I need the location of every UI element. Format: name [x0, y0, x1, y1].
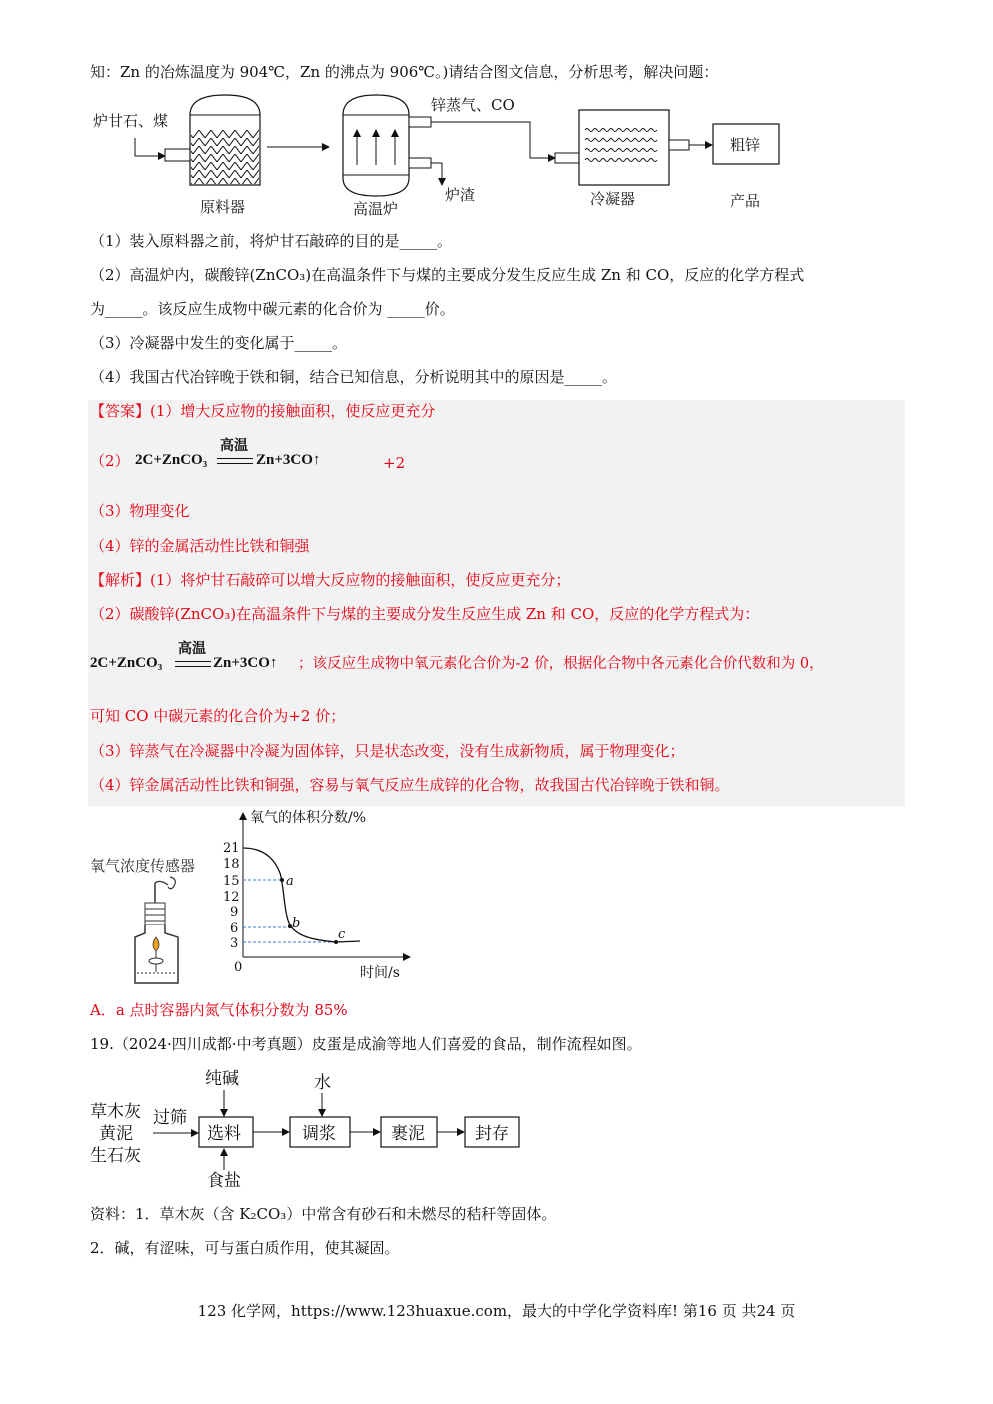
question-2b: 为_____。该反应生成物中碳元素的化合价为 _____价。	[90, 300, 455, 318]
sensor-label: 氧气浓度传感器	[90, 857, 196, 875]
raw-3: 生石灰	[90, 1146, 141, 1166]
point-a	[280, 878, 284, 882]
slag-arrow	[431, 163, 442, 185]
analysis-equation-left: 2C+ZnCO₃	[90, 655, 163, 671]
point-a-label: a	[286, 874, 294, 889]
ytick-21: 21	[223, 841, 240, 856]
answer-valence: +2	[383, 454, 406, 472]
answer-4: （4）锌的金属活动性比铁和铜强	[90, 537, 310, 555]
product-box-label: 粗锌	[730, 136, 761, 154]
high-temp-furnace	[343, 95, 431, 196]
answer-equation-condition: 高温	[220, 438, 248, 454]
century-egg-flow	[85, 1060, 535, 1195]
process-input-label: 炉甘石、煤	[93, 112, 169, 130]
graph-ylabel: 氧气的体积分数/%	[250, 810, 367, 826]
top-1: 纯碱	[205, 1069, 239, 1089]
analysis-equation-bar	[175, 661, 211, 667]
ytick-9: 9	[230, 905, 239, 920]
info-2: 2．碱，有涩味，可与蛋白质作用，使其凝固。	[90, 1239, 400, 1257]
analysis-equation-condition: 高温	[178, 641, 206, 657]
ytick-6: 6	[230, 921, 239, 936]
question-3: （3）冷凝器中发生的变化属于_____。	[90, 334, 348, 352]
answer-1: 【答案】(1）增大反应物的接触面积，使反应更充分	[90, 402, 436, 420]
answer-2-prefix: （2）	[90, 452, 130, 470]
step-3: 裹泥	[391, 1124, 425, 1144]
analysis-2: （2）碳酸锌(ZnCO₃)在高温条件下与煤的主要成分发生反应生成 Zn 和 CO，反应的化学方程式为：	[90, 605, 760, 623]
page-footer: 123 化学网，https://www.123huaxue.com，最大的中学化学资料库! 第16 页 共24 页	[197, 1302, 796, 1320]
vessel1-label: 原料器	[200, 198, 246, 216]
vessel2-label: 高温炉	[353, 200, 399, 218]
answer-equation-right: Zn+3CO↑	[256, 452, 321, 468]
ytick-3: 3	[230, 936, 239, 951]
point-b-label: b	[292, 916, 301, 931]
analysis-equation-right: Zn+3CO↑	[213, 655, 278, 671]
oxygen-graph	[220, 805, 420, 985]
sieve-label: 过筛	[153, 1108, 187, 1128]
question-2a: （2）高温炉内，碳酸锌(ZnCO₃)在高温条件下与煤的主要成分发生反应生成 Zn 和 CO，反应的化学方程式	[90, 266, 805, 284]
ytick-12: 12	[223, 890, 240, 905]
raw-1: 草木灰	[90, 1102, 141, 1122]
info-1: 资料：1．草木灰（含 K₂CO₃）中常含有砂石和未燃尽的秸秆等固体。	[90, 1205, 557, 1223]
question-4: （4）我国古代冶锌晚于铁和铜，结合已知信息，分析说明其中的原因是_____。	[90, 368, 618, 386]
answer-3: （3）物理变化	[90, 502, 190, 520]
input-arrow	[135, 138, 165, 156]
answer-equation-bar	[217, 458, 253, 464]
raw-material-vessel	[165, 95, 260, 185]
step-1: 选料	[207, 1124, 241, 1144]
sensor-bottle	[120, 875, 190, 985]
graph-origin: 0	[234, 960, 243, 975]
vapor-label: 锌蒸气、CO	[431, 96, 515, 114]
vessel3-label: 冷凝器	[590, 190, 636, 208]
slag-label: 炉渣	[445, 186, 476, 204]
bottom-1: 食盐	[207, 1171, 241, 1191]
analysis-2-tail: ；该反应生成物中氧元素化合价为-2 价，根据化合物中各元素化合价代数和为 0，	[298, 656, 824, 672]
point-c-label: c	[338, 927, 346, 942]
step-4: 封存	[475, 1124, 509, 1144]
zinc-process-diagram	[85, 90, 805, 230]
question-1: （1）装入原料器之前，将炉甘石敲碎的目的是_____。	[90, 232, 453, 250]
ytick-18: 18	[223, 857, 240, 872]
question-19: 19.（2024·四川成都·中考真题）皮蛋是成渝等地人们喜爱的食品，制作流程如图。	[90, 1035, 642, 1053]
intro-text: 知：Zn 的冶炼温度为 904℃，Zn 的沸点为 906℃。)请结合图文信息，分析思考，解决问题：	[90, 63, 719, 81]
top-2: 水	[314, 1073, 331, 1093]
analysis-1: 【解析】(1）将炉甘石敲碎可以增大反应物的接触面积，使反应更充分；	[90, 571, 571, 589]
option-a: A．a 点时容器内氮气体积分数为 85%	[90, 1001, 348, 1019]
analysis-2-end: 可知 CO 中碳元素的化合价为+2 价；	[90, 707, 346, 725]
condenser	[555, 110, 689, 185]
step-2: 调浆	[302, 1124, 336, 1144]
raw-2: 黄泥	[99, 1124, 133, 1144]
answer-equation-left: 2C+ZnCO₃	[135, 452, 208, 468]
ytick-15: 15	[223, 874, 240, 889]
analysis-4: （4）锌金属活动性比铁和铜强，容易与氧气反应生成锌的化合物，故我国古代冶锌晚于铁和铜。	[90, 776, 730, 794]
product-label: 产品	[730, 192, 761, 210]
analysis-3: （3）锌蒸气在冷凝器中冷凝为固体锌，只是状态改变，没有生成新物质，属于物理变化；	[90, 742, 685, 760]
graph-xlabel: 时间/s	[360, 965, 400, 981]
vapor-arrow	[431, 122, 555, 158]
